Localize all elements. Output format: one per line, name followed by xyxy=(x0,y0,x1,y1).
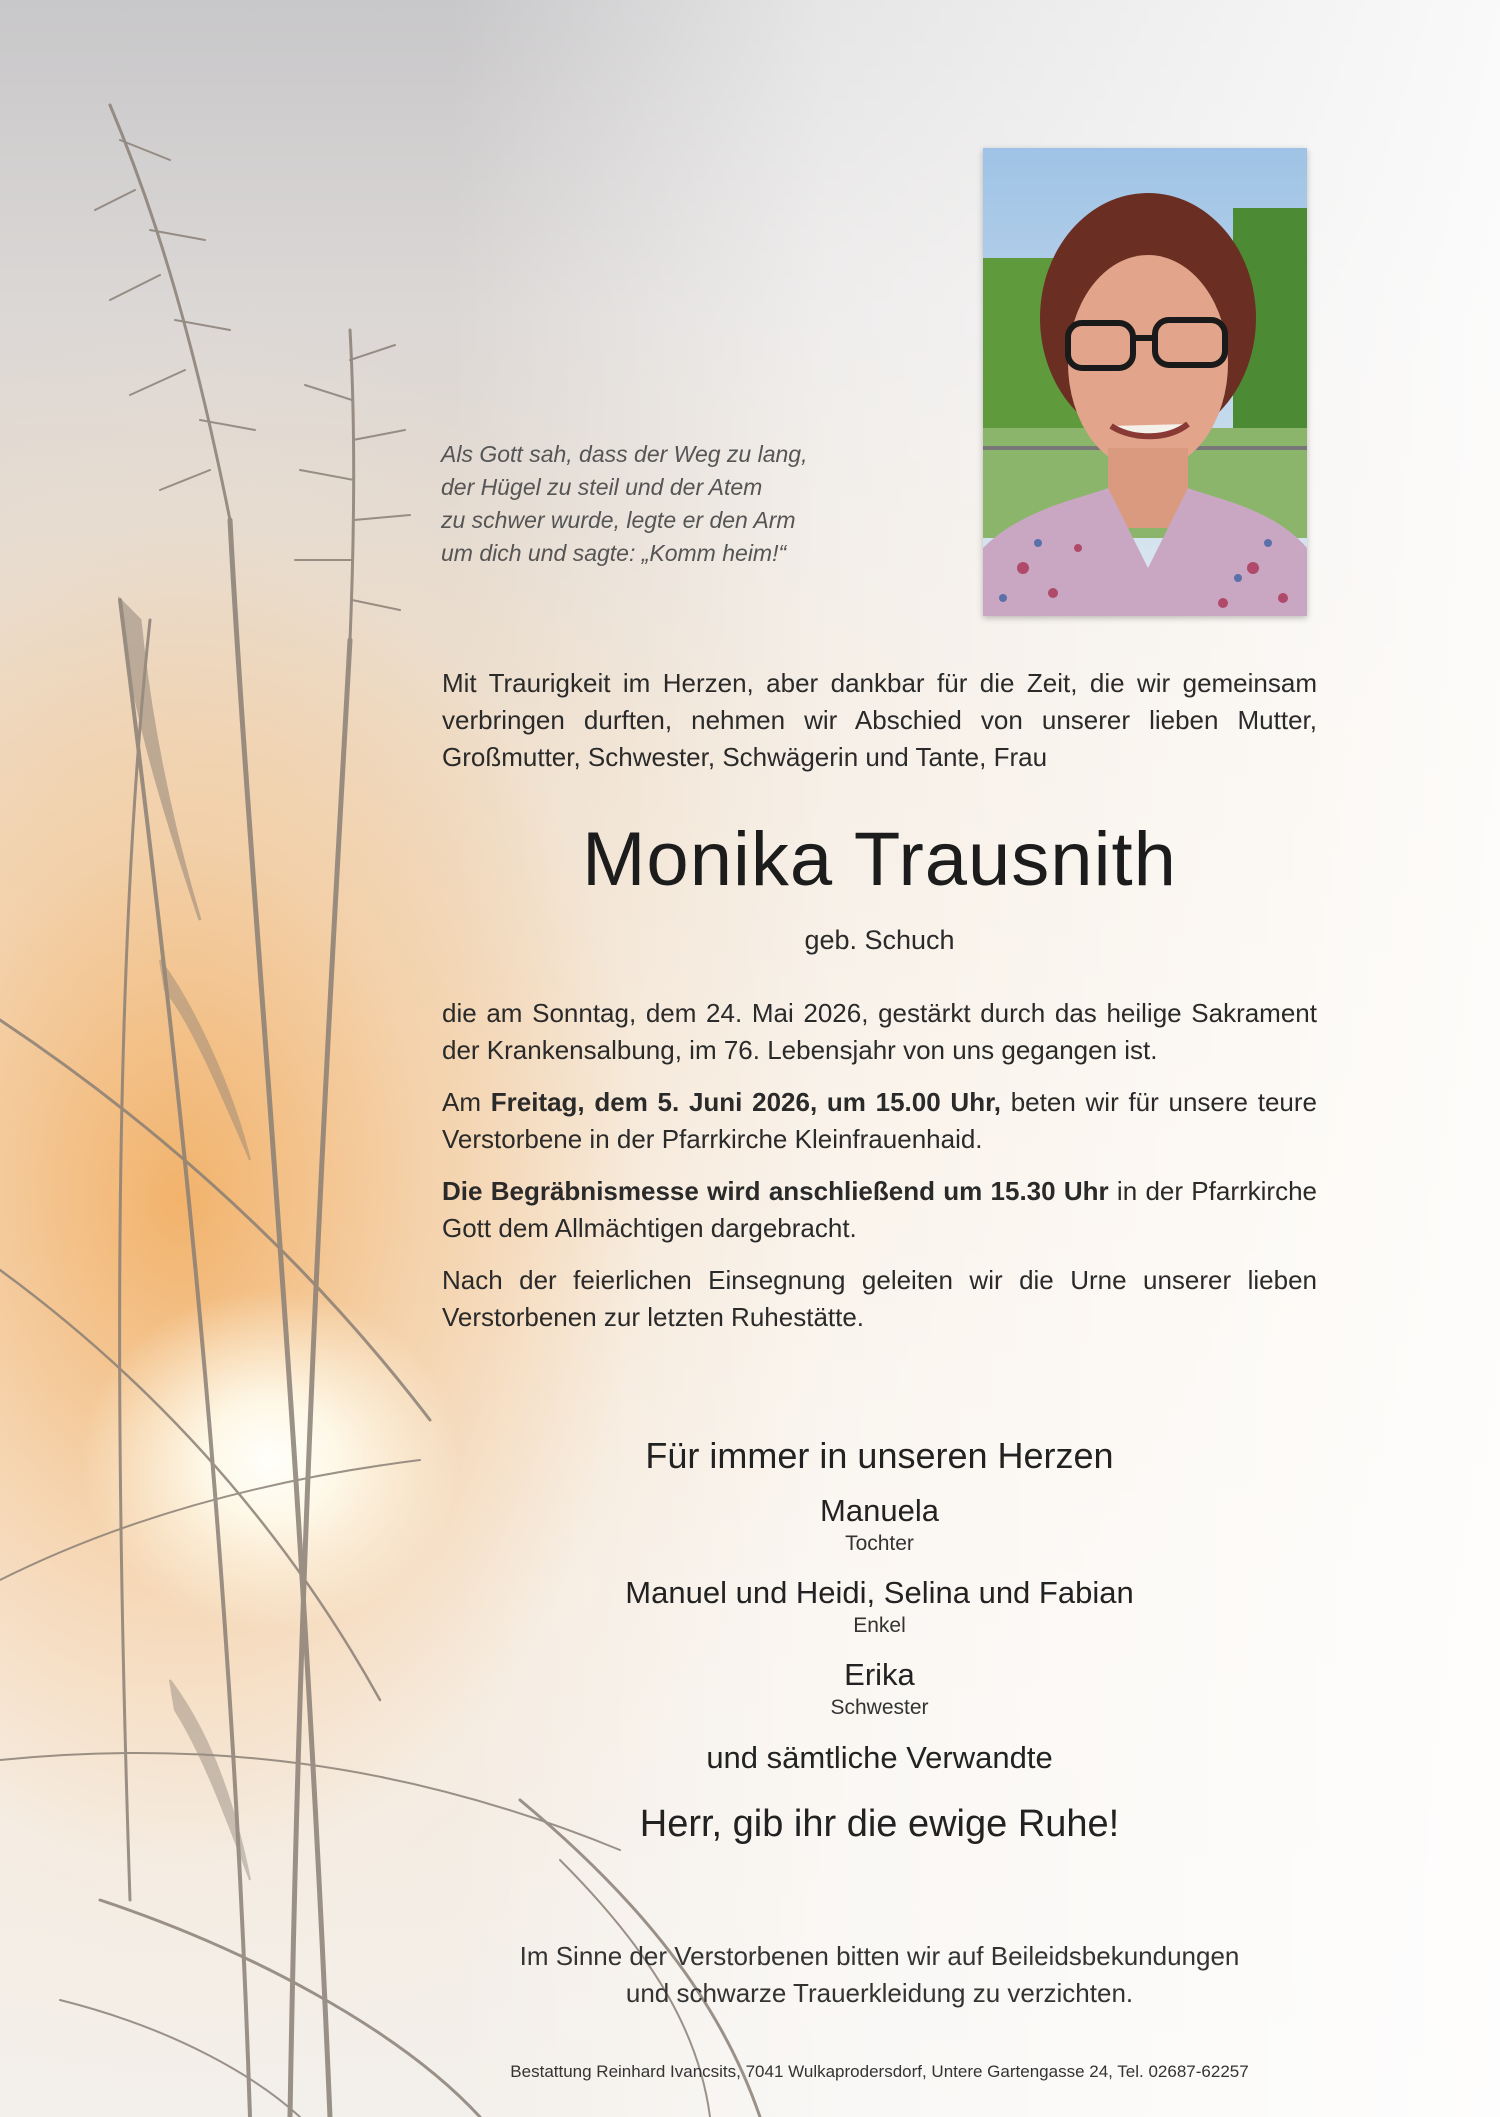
prayer-service-prefix: Am xyxy=(442,1087,491,1117)
burial-paragraph: Nach der feierlichen Einsegnung geleiten wir die Urne unserer lieben Verstorbenen zur letzten Ruhestätte. xyxy=(442,1265,1317,1332)
death-date-paragraph: die am Sonntag, dem 24. Mai 2026, gestärkt durch das heilige Sakrament der Krankensalbung, im 76. Lebensjahr von uns gegangen ist. xyxy=(442,998,1317,1065)
poem-line: der Hügel zu steil und der Atem xyxy=(441,474,763,500)
mourner-name: Manuela xyxy=(820,1493,939,1528)
condolence-note-line: Im Sinne der Verstorbenen bitten wir auf Beileidsbekundungen xyxy=(519,1941,1240,1971)
memorial-poem xyxy=(441,438,881,570)
funeral-mass-paragraph xyxy=(442,1173,1317,1247)
deceased-name: Monika Trausnith xyxy=(582,817,1177,902)
mourner-relation: Enkel xyxy=(853,1614,906,1637)
condolence-note-line: und schwarze Trauerkleidung zu verzichten. xyxy=(625,1978,1134,2008)
mourner-name: Erika xyxy=(844,1657,915,1692)
funeral-mass-location: in der Pfarrkirche Gott dem Allmächtigen dargebracht. xyxy=(442,1176,1317,1243)
poem-line: zu schwer wurde, legte er den Arm xyxy=(441,507,796,533)
relatives-line: und sämtliche Verwandte xyxy=(706,1740,1053,1775)
poem-line: um dich und sagte: „Komm heim!“ xyxy=(441,540,787,566)
portrait-photo xyxy=(983,148,1307,616)
motto: Für immer in unseren Herzen xyxy=(645,1435,1114,1476)
poem-line: Als Gott sah, dass der Weg zu lang, xyxy=(441,441,808,467)
funeral-home-footer: Bestattung Reinhard Ivancsits, 7041 Wulkaprodersdorf, Untere Gartengasse 24, Tel. 02687-62257 xyxy=(510,2062,1249,2081)
funeral-mass-time: Die Begräbnismesse wird anschließend um 15.30 Uhr xyxy=(442,1176,1109,1206)
prayer-service-datetime: Freitag, dem 5. Juni 2026, um 15.00 Uhr, xyxy=(490,1087,1001,1117)
condolence-note xyxy=(442,1938,1317,2012)
closing-prayer: Herr, gib ihr die ewige Ruhe! xyxy=(639,1803,1120,1845)
mourner-relation: Schwester xyxy=(830,1696,929,1719)
mourner-relation: Tochter xyxy=(845,1532,914,1555)
maiden-name: geb. Schuch xyxy=(804,925,955,955)
prayer-service-paragraph xyxy=(442,1084,1317,1158)
mourner-name: Manuel und Heidi, Selina und Fabian xyxy=(625,1575,1134,1610)
prayer-service-location: beten wir für unsere teure Verstorbene in der Pfarrkirche Kleinfrauenhaid. xyxy=(442,1087,1317,1154)
mourners-section xyxy=(442,1430,1317,1850)
announcement-body xyxy=(442,995,1317,1351)
intro-text: Mit Traurigkeit im Herzen, aber dankbar für die Zeit, die wir gemeinsam verbringen durften, nehmen wir Abschied von unserer lieben Mutter, Großmutter, Schwester, Schwägerin und Tante, Frau xyxy=(442,668,1317,772)
